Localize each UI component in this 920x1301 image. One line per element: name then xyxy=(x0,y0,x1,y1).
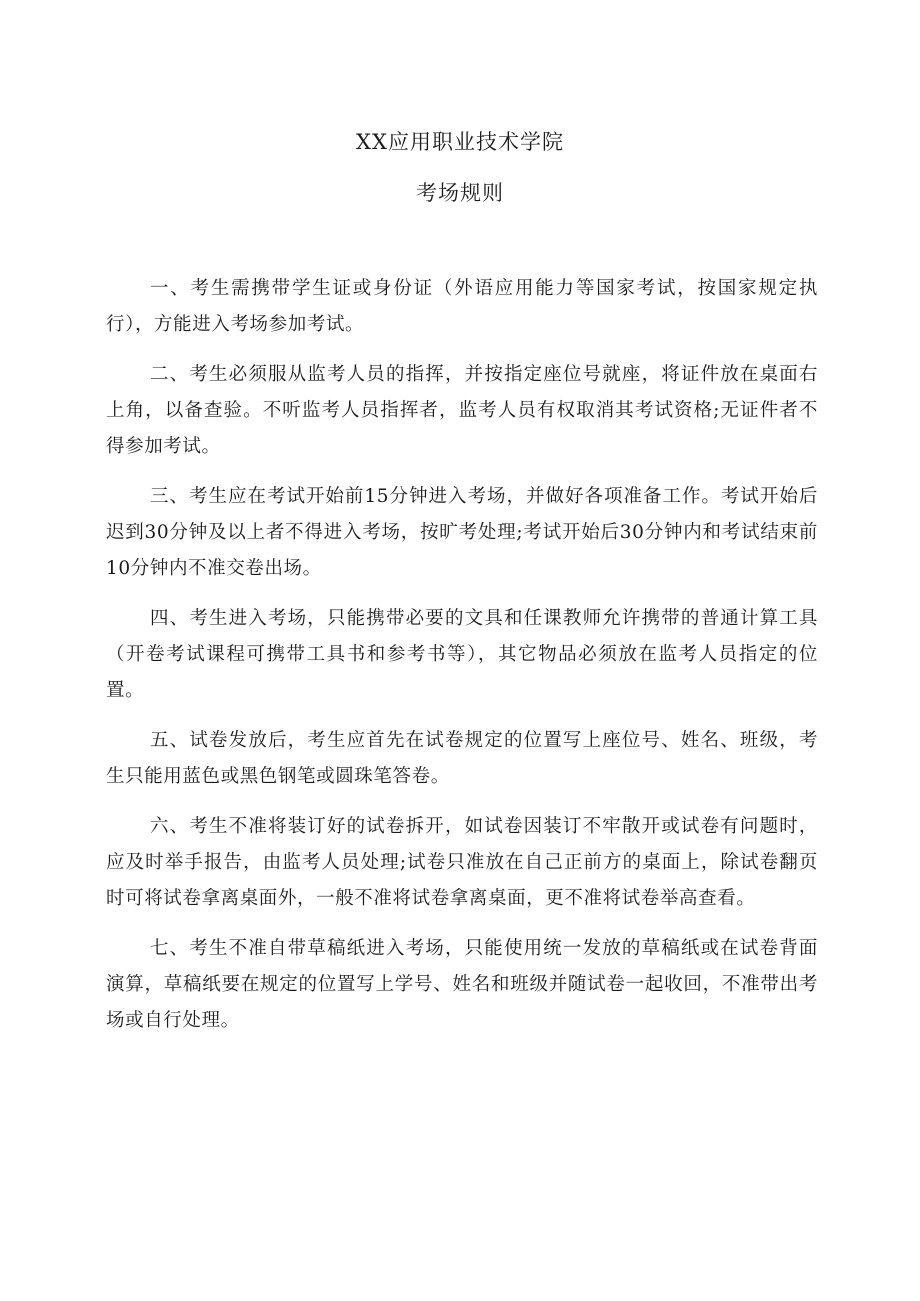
rule-paragraph-6: 六、考生不准将装订好的试卷拆开，如试卷因装订不牢散开或试卷有问题时，应及时举手报告，由监考人员处理;试卷只准放在自己正前方的桌面上，除试卷翻页时可将试卷拿离桌面外，一般不准将试卷拿离桌面，更不准将试卷举高查看。 xyxy=(106,816,818,909)
document-title: 考场规则 xyxy=(416,181,504,205)
rules-body xyxy=(106,271,818,1053)
rule-paragraph-4: 四、考生进入考场，只能携带必要的文具和任课教师允许携带的普通计算工具（开卷考试课程可携带工具书和参考书等），其它物品必须放在监考人员指定的位置。 xyxy=(106,608,818,701)
rule-paragraph-7: 七、考生不准自带草稿纸进入考场，只能使用统一发放的草稿纸或在试卷背面演算，草稿纸要在规定的位置写上学号、姓名和班级并随试卷一起收回，不准带出考场或自行处理。 xyxy=(106,938,818,1031)
rule-paragraph-1: 一、考生需携带学生证或身份证（外语应用能力等国家考试，按国家规定执行），方能进入考场参加考试。 xyxy=(106,278,818,335)
rule-paragraph-3: 三、考生应在考试开始前15分钟进入考场，并做好各项准备工作。考试开始后迟到30分钟及以上者不得进入考场，按旷考处理;考试开始后30分钟内和考试结束前10分钟内不准交卷出场。 xyxy=(106,486,818,579)
institution-name: XX应用职业技术学院 xyxy=(356,130,564,154)
rule-paragraph-2: 二、考生必须服从监考人员的指挥，并按指定座位号就座，将证件放在桌面右上角，以备查验。不听监考人员指挥者，监考人员有权取消其考试资格;无证件者不得参加考试。 xyxy=(106,364,818,457)
rule-paragraph-5: 五、试卷发放后，考生应首先在试卷规定的位置写上座位号、姓名、班级，考生只能用蓝色或黑色钢笔或圆珠笔答卷。 xyxy=(106,730,818,787)
